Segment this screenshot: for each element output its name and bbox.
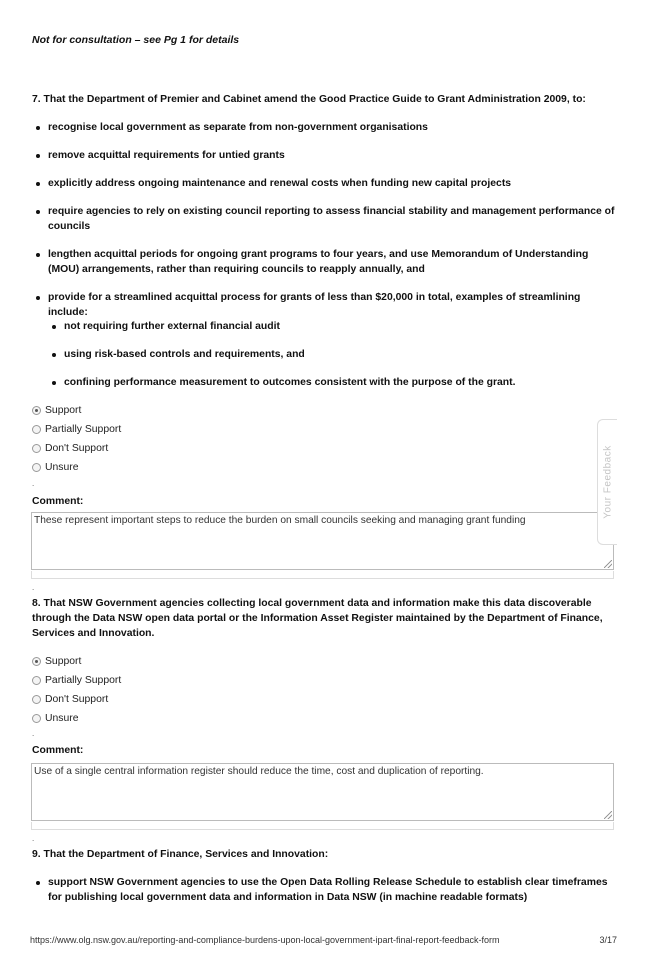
question-7-title: 7. That the Department of Premier and Cabinet amend the Good Practice Guide to Grant Administration 2009, to: (32, 94, 586, 105)
radio-label: Partially Support (45, 675, 122, 686)
list-item: recognise local government as separate from non-government organisations (34, 120, 615, 135)
list-item: explicitly address ongoing maintenance and renewal costs when funding new capital projects (34, 176, 615, 191)
page-number: 3/17 (599, 935, 617, 945)
comment-textarea[interactable] (31, 763, 614, 821)
resize-handle-icon[interactable] (604, 811, 612, 819)
spacer-dot: . (32, 834, 35, 843)
comment-label: Comment: (32, 496, 84, 507)
radio-button[interactable] (32, 657, 41, 666)
comment-text: Use of a single central information register should reduce the time, cost and duplication of reporting. (34, 766, 484, 777)
question-8-title: 8. That NSW Government agencies collecting local government data and information make this data discoverable through the Data NSW open data portal or the Information Asset Register maintained by the Department of Finance, Services and Innovation. (32, 598, 603, 639)
feedback-tab[interactable] (597, 419, 617, 545)
field-divider (31, 571, 614, 579)
sub-list-item: not requiring further external financial audit (34, 319, 615, 334)
comment-text: These represent important steps to reduce the burden on small councils seeking and managing grant funding (34, 515, 526, 526)
comment-label: Comment: (32, 745, 84, 756)
feedback-tab-label: Your Feedback (602, 445, 613, 519)
spacer-dot: . (32, 479, 35, 488)
list-item: require agencies to rely on existing council reporting to assess financial stability and management performance of councils (34, 204, 615, 234)
radio-button[interactable] (32, 463, 41, 472)
list-item: remove acquittal requirements for untied grants (34, 148, 615, 163)
radio-button[interactable] (32, 676, 41, 685)
question-9-title: 9. That the Department of Finance, Services and Innovation: (32, 849, 329, 860)
radio-button[interactable] (32, 425, 41, 434)
list-item: support NSW Government agencies to use the Open Data Rolling Release Schedule to establish clear timeframes for publishing local government data and information in Data NSW (in machine readable formats) (34, 875, 615, 905)
radio-label: Unsure (45, 713, 79, 724)
list-item: provide for a streamlined acquittal process for grants of less than $20,000 in total, examples of streamlining include: (34, 290, 615, 320)
radio-label: Support (45, 405, 82, 416)
spacer-dot: . (32, 729, 35, 738)
radio-label: Don't Support (45, 694, 109, 705)
radio-label: Partially Support (45, 424, 122, 435)
radio-button[interactable] (32, 714, 41, 723)
radio-button[interactable] (32, 695, 41, 704)
radio-label: Support (45, 656, 82, 667)
sub-list-item: confining performance measurement to outcomes consistent with the purpose of the grant. (34, 375, 615, 390)
list-item: lengthen acquittal periods for ongoing grant programs to four years, and use Memorandum of Understanding (MOU) arrangements, rather than requiring councils to reapply annually, and (34, 247, 615, 277)
radio-label: Unsure (45, 462, 79, 473)
sub-list-item: using risk-based controls and requirements, and (34, 347, 615, 362)
radio-button[interactable] (32, 444, 41, 453)
radio-button[interactable] (32, 406, 41, 415)
consultation-notice: Not for consultation – see Pg 1 for details (32, 34, 240, 46)
comment-textarea[interactable] (31, 512, 614, 570)
spacer-dot: . (32, 583, 35, 592)
radio-label: Don't Support (45, 443, 109, 454)
page-url: https://www.olg.nsw.gov.au/reporting-and-compliance-burdens-upon-local-government-ipart-final-report-feedback-form (30, 935, 500, 945)
field-divider (31, 822, 614, 830)
resize-handle-icon[interactable] (604, 560, 612, 568)
